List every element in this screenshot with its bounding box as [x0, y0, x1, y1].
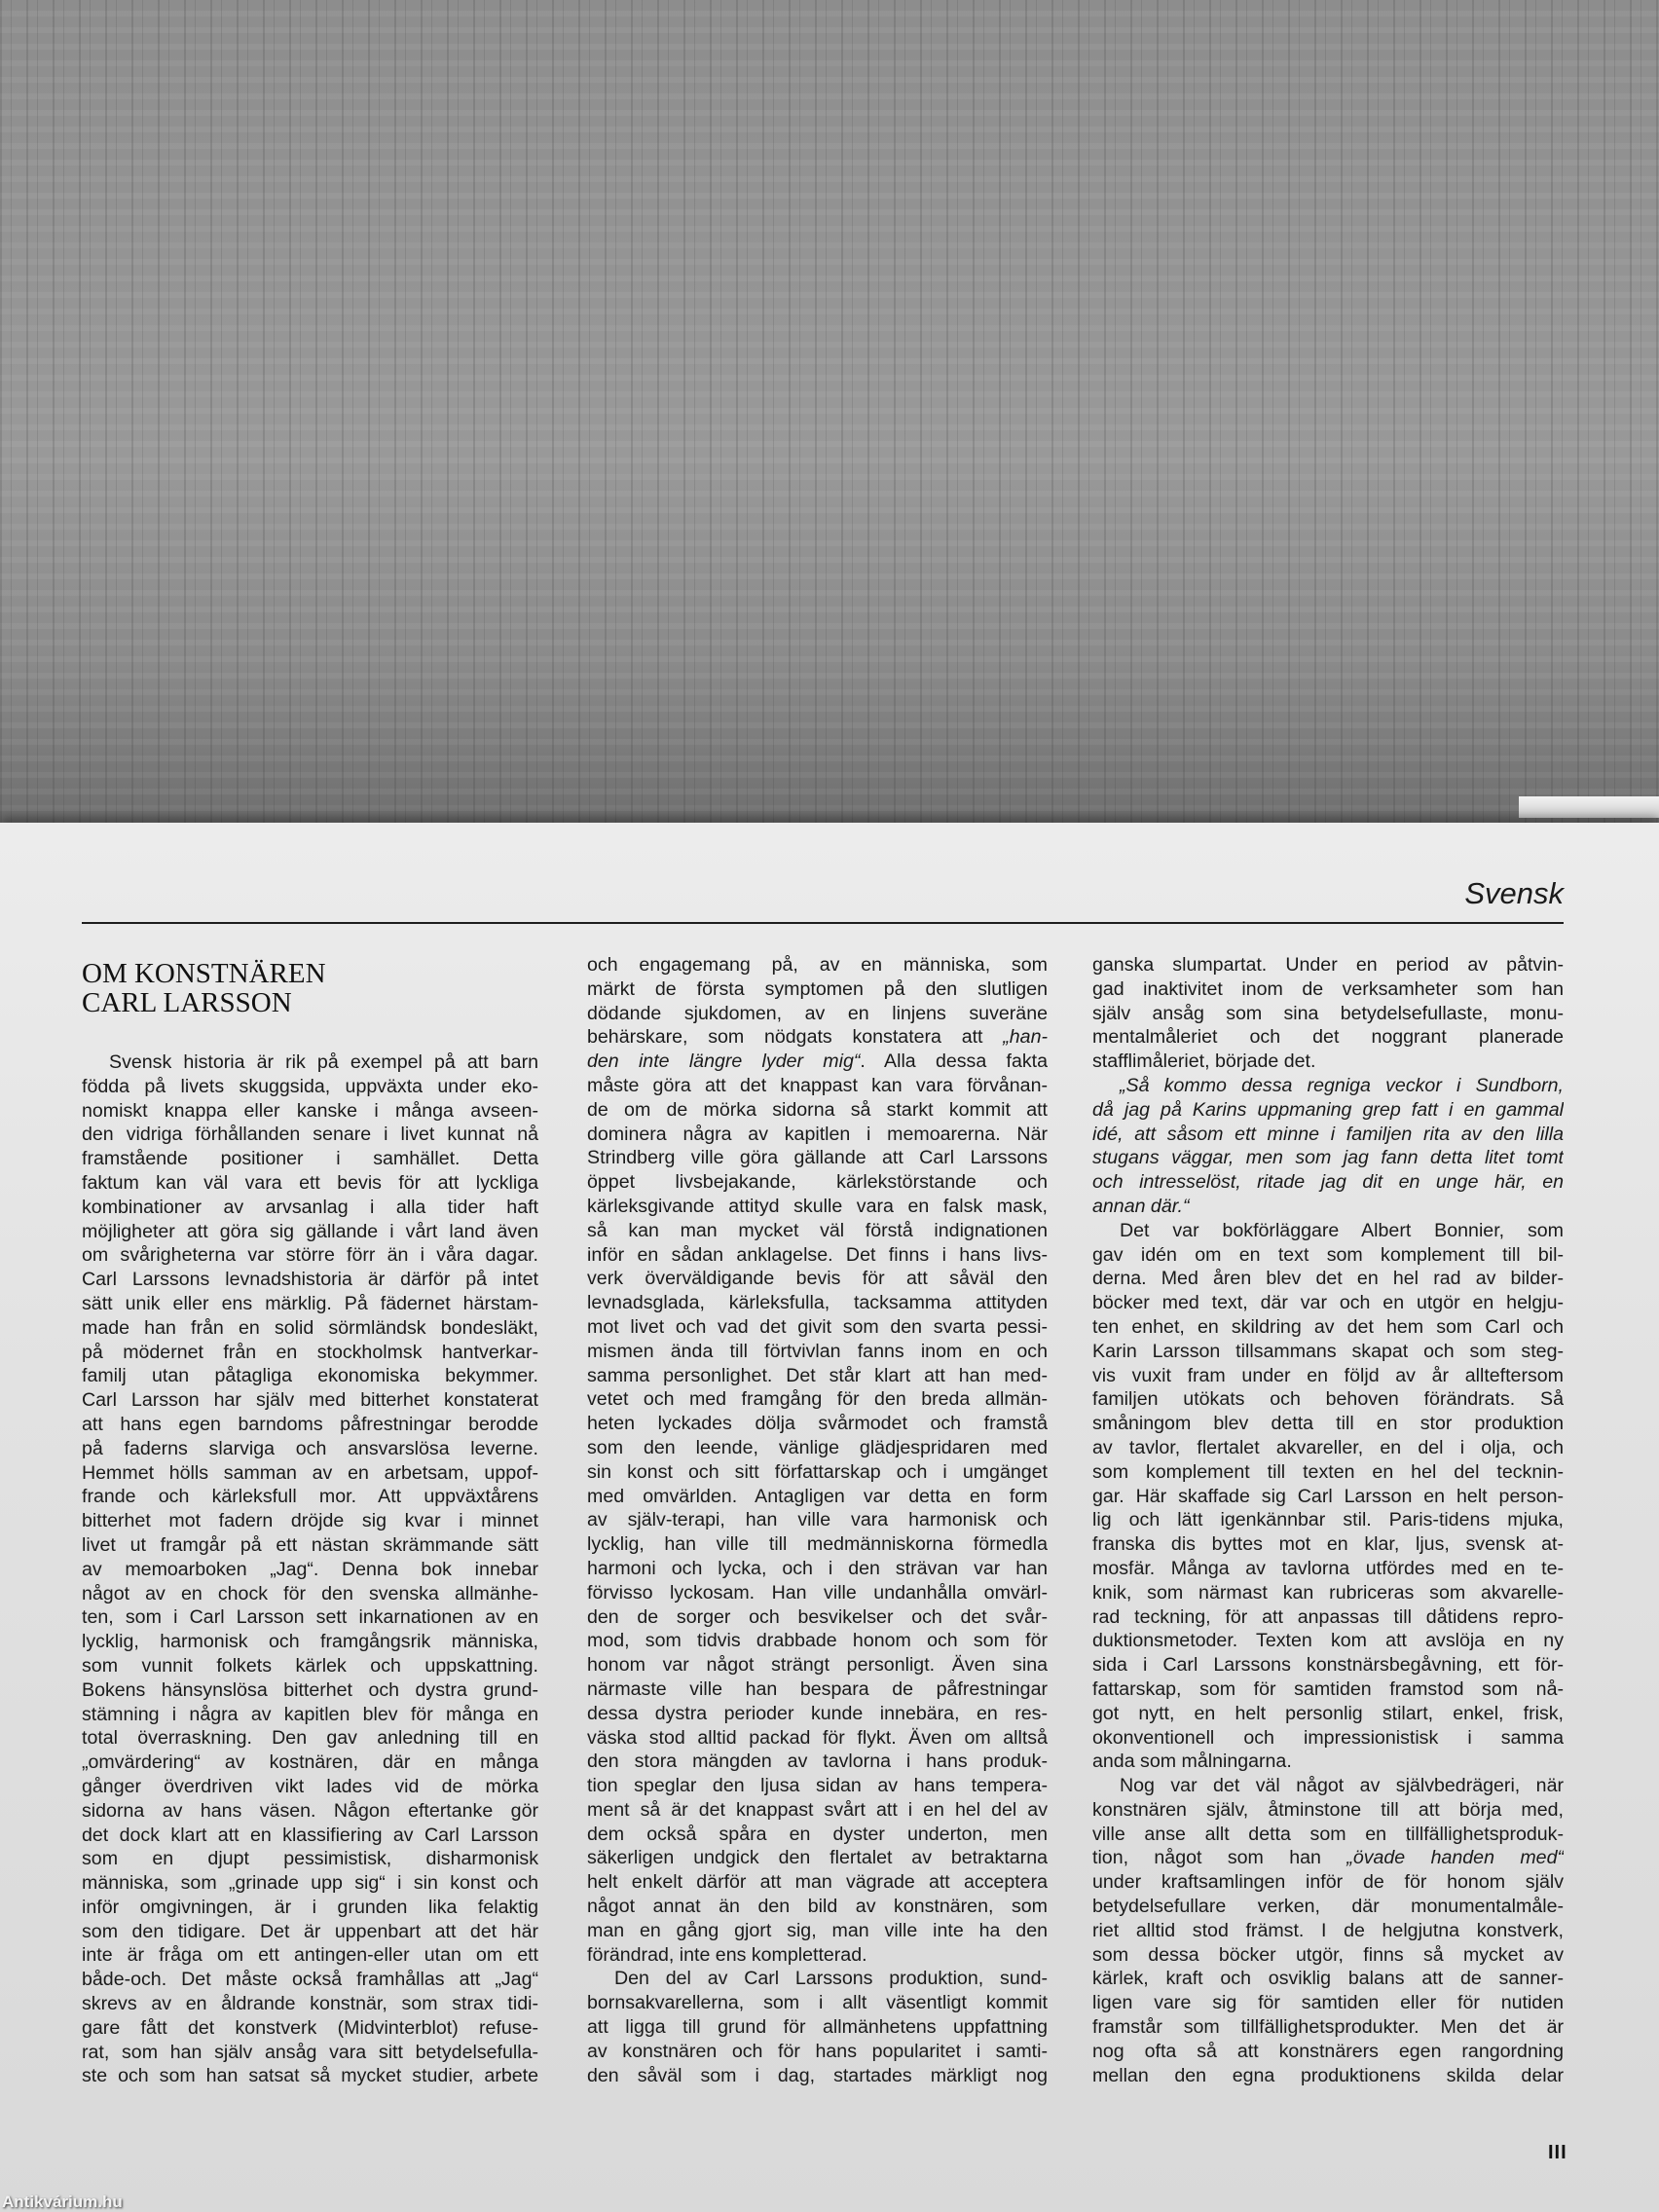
text-line: Hemmet hölls samman av en arbetsam, uppof-: [82, 1461, 538, 1484]
text-line: födda på livets skuggsida, uppväxta under eko-: [82, 1075, 538, 1097]
text-line: öppet livsbejakande, kärlekstörstande och: [587, 1171, 1048, 1194]
text-line: rad teckning, för att anpassas till dåtidens repro-: [1092, 1605, 1564, 1628]
text-line: dessa dystra perioder kunde innebära, en res-: [587, 1702, 1048, 1724]
text-line: böcker med text, där var och en utgör en helgju-: [1092, 1292, 1564, 1314]
italic-quote: den inte längre lyder mig“: [587, 1051, 861, 1073]
text-line: sätt unik eller ens märklig. På fädernet härstam-: [82, 1292, 538, 1314]
text-line: dem också spåra en dyster underton, men: [587, 1823, 1048, 1845]
paragraph: [1092, 1774, 1564, 2087]
text-line: stämning i några av kapitlen blev för många en: [82, 1703, 538, 1725]
italic-quote: „han-: [1003, 1026, 1048, 1049]
text-line: got nytt, en helt personlig stilart, enkel, frisk,: [1092, 1702, 1564, 1724]
text-line: mod, som tidvis drabbade honom och som för: [587, 1630, 1048, 1652]
text-line: då jag på Karins uppmaning grep fatt i en gammal: [1092, 1098, 1564, 1121]
paragraph: [587, 953, 1048, 1967]
paragraph: [587, 1967, 1048, 2087]
wooden-table-background: [0, 0, 1659, 828]
section-label: Svensk: [1464, 876, 1564, 910]
text-line: framstår som tillfällighetsprodukter. Men det är: [1092, 2016, 1564, 2039]
text-line: gar. Här skaffade sig Carl Larsson en helt person-: [1092, 1485, 1564, 1507]
text-line: måste göra att det knappast kan vara förvånan-: [587, 1074, 1048, 1096]
text-line: så kan man mycket väl förstå indignationen: [587, 1219, 1048, 1241]
text-line: mosfär. Många av tavlorna utfördes med en te-: [1092, 1557, 1564, 1579]
text-column-2: [587, 953, 1048, 2087]
text-line: gav idén om en text som komplement till bil-: [1092, 1243, 1564, 1266]
text-line: gad inaktivitet inom de verksamheter som han: [1092, 977, 1564, 1000]
text-line: gare fått det konstverk (Midvinterblot) refuse-: [82, 2016, 538, 2039]
text-line: inte är fråga om ett antingen-eller utan om ett: [82, 1944, 538, 1967]
text-line: samma personlighet. Det står klart att han med-: [587, 1364, 1048, 1386]
paragraph: [82, 1051, 538, 2088]
text-line: den stora mängden av tavlorna i hans produk-: [587, 1751, 1048, 1773]
text-line: harmoni och lycka, och i den strävan var han: [587, 1557, 1048, 1579]
text-line: på mödernet från en stockholmsk hantverkar-: [82, 1341, 538, 1363]
text-line: säkerligen undgick den flertalet av betraktarna: [587, 1847, 1048, 1869]
text-line: fattarskap, som för samtiden framstod som nå-: [1092, 1677, 1564, 1700]
text-span: tion, något som han: [1092, 1847, 1347, 1869]
text-line: ligen vare sig för samtiden eller för nutiden: [1092, 1992, 1564, 2014]
text-line: under kraftsamlingen inför de för honom själv: [1092, 1871, 1564, 1894]
text-line: riet alltid stod främst. I de helgjutna konstverk,: [1092, 1919, 1564, 1941]
text-line: dominera några av kapitlen i memoarerna. När: [587, 1123, 1048, 1145]
text-line: Nog var det väl något av självbedrägeri, när: [1120, 1775, 1564, 1797]
text-line: förvisso lyckosam. Han ville undanhålla omvärl-: [587, 1581, 1048, 1604]
text-line: konstnären själv, åtminstone till att börja med,: [1092, 1798, 1564, 1821]
text-line: dödande sjukdomen, av en linjens suveräne: [587, 1002, 1048, 1024]
text-line: mot livet och vad det givit som den svarta pessi-: [587, 1315, 1048, 1338]
text-line: kärleksgivande attityd skulle vara en falsk mask,: [587, 1195, 1048, 1217]
text-column-1: [82, 959, 538, 2088]
text-line: som vunnit folkets kärlek och uppskattning.: [82, 1654, 538, 1677]
text-line: som den tidigare. Det är uppenbart att det här: [82, 1920, 538, 1942]
text-line: det dock klart att en klassifiering av Carl Larsson: [82, 1824, 538, 1846]
text-line: mellan den egna produktionens skilda delar: [1092, 2064, 1564, 2086]
book-page: [0, 823, 1659, 2212]
text-line: och engagemang på, av en människa, som: [587, 954, 1048, 976]
text-line: märkt de första symptomen på den slutligen: [587, 977, 1048, 1000]
text-line: [587, 1050, 1048, 1074]
text-line: både-och. Det måste också framhållas att „Jag“: [82, 1969, 538, 1991]
text-line: rat, som han själv ansåg vara sitt betydelsefulla-: [82, 2041, 538, 2063]
text-line: inför omgivningen, är i grunden lika felaktig: [82, 1896, 538, 1918]
text-line: ganska slumpartat. Under en period av påtvin-: [1092, 954, 1564, 976]
text-line: Strindberg ville göra gällande att Carl Larssons: [587, 1147, 1048, 1169]
text-line: frande och kärleksfull mor. Att uppväxtårens: [82, 1486, 538, 1508]
text-line: inför en sådan anklagelse. Det finns i hans livs-: [587, 1243, 1048, 1266]
text-line: Carl Larsson har själv med bitterhet konstaterat: [82, 1389, 538, 1412]
text-line: Svensk historia är rik på exempel på att barn: [109, 1051, 538, 1073]
text-line: lycklig, harmonisk och framgångsrik människa,: [82, 1631, 538, 1653]
text-line: av memoarboken „Jag“. Denna bok innebar: [82, 1558, 538, 1580]
text-line: med omvärlden. Antagligen var detta en form: [587, 1485, 1048, 1507]
text-line: kärlek, kraft och osviklig balans att de sanner-: [1092, 1968, 1564, 1990]
text-line: levnadsglada, kärleksfulla, tacksamma attityden: [587, 1292, 1048, 1314]
text-line: den vidriga förhållanden senare i livet kunnat nå: [82, 1124, 538, 1146]
quote-paragraph: [1092, 1074, 1564, 1219]
text-line: faktum kan väl vara ett bevis för att lyckliga: [82, 1171, 538, 1194]
text-line: Carl Larssons levnadshistoria är därför på intet: [82, 1269, 538, 1291]
text-line: vetet och med framgång för den breda allmän-: [587, 1388, 1048, 1411]
text-line: av konstnären och för hans popularitet i samti-: [587, 2040, 1048, 2062]
text-line: de om de mörka sidorna så starkt kommit att: [587, 1098, 1048, 1121]
text-line: något av en chock för den svenska allmänhe-: [82, 1582, 538, 1604]
text-line: verk överväldigande bevis för att såväl den: [587, 1268, 1048, 1290]
text-line: lig och lätt igenkännbar stil. Paris-tidens mjuka,: [1092, 1509, 1564, 1531]
text-line: familjen utökats och behoven förändrats. Så: [1092, 1388, 1564, 1411]
article-title: [82, 959, 538, 1017]
text-line: sidorna av hans väsen. Någon eftertanke gör: [82, 1799, 538, 1822]
text-line: människa, som „grinade upp sig“ i sin konst och: [82, 1872, 538, 1895]
text-line: duktionsmetoder. Texten kom att avslöja en ny: [1092, 1630, 1564, 1652]
text-line: ste och som han satsat så mycket studier, arbete: [82, 2065, 538, 2087]
text-line: Den del av Carl Larssons produktion, sund-: [614, 1968, 1048, 1990]
italic-quote: „övade handen med“: [1346, 1847, 1564, 1869]
text-line: bitterhet mot fadern dröjde sig kvar i minnet: [82, 1510, 538, 1532]
text-line: sin konst och sitt författarskap och i umgänget: [587, 1460, 1048, 1483]
text-line: honom var något strängt personligt. Även sina: [587, 1654, 1048, 1677]
text-line: man en gång gjort sig, man ville inte ha den: [587, 1919, 1048, 1941]
text-line: franska dis byttes mot en klar, ljus, svensk at-: [1092, 1533, 1564, 1556]
text-line: derna. Med åren blev det en hel rad av bilder-: [1092, 1268, 1564, 1290]
text-line: den såväl som i dag, startades märkligt nog: [587, 2064, 1048, 2086]
paragraph: [1092, 1219, 1564, 1774]
text-line: ville anse allt detta som en tillfällighetsproduk-: [1092, 1823, 1564, 1845]
text-line: „Så kommo dessa regniga veckor i Sundborn,: [1120, 1074, 1564, 1096]
text-line: anda som målningarna.: [1092, 1751, 1292, 1773]
text-line: av själv-terapi, han ville vara harmonisk och: [587, 1509, 1048, 1531]
text-line: stugans väggar, men som jag fann detta litet tomt: [1092, 1147, 1564, 1169]
text-column-3: [1092, 953, 1564, 2087]
page-stack-edge: [1519, 796, 1659, 818]
paragraph: [1092, 953, 1564, 1074]
text-line: Karin Larsson tillsammans skapat och som steg-: [1092, 1340, 1564, 1362]
text-line: att ligga till grund för allmänhetens uppfattning: [587, 2016, 1048, 2039]
text-line: sida i Carl Larssons konstnärsbegåvning, ett för-: [1092, 1654, 1564, 1677]
text-line: om svårigheterna var större förr än i våra dagar.: [82, 1244, 538, 1267]
text-line: idé, att såsom ett minne i familjen rita av den lilla: [1092, 1123, 1564, 1145]
text-line: ment så är det knappast svårt att i en hel del av: [587, 1798, 1048, 1821]
text-line: [1092, 1846, 1564, 1870]
text-span: behärskare, som nödgats konstatera att: [587, 1026, 1004, 1049]
text-line: Bokens hänsynslösa bitterhet och dystra grund-: [82, 1678, 538, 1701]
text-line: och intresselöst, ritade jag dit en unge här, en: [1092, 1171, 1564, 1194]
text-line: livet ut framgår på ett nästan skrämmande sätt: [82, 1533, 538, 1556]
text-line: tion speglar den ljusa sidan av hans tempera-: [587, 1775, 1048, 1797]
text-line: något annat än den bild av konstnären, som: [587, 1896, 1048, 1918]
text-line: familj utan påtagliga ekonomiska bekymmer.: [82, 1365, 538, 1387]
text-line: att hans egen barndoms påfrestningar berodde: [82, 1413, 538, 1435]
article-title-line: OM KONSTNÄREN: [82, 958, 326, 989]
page-number: III: [1548, 2142, 1567, 2163]
text-line: nog ofta så att konstnärers egen rangordning: [1092, 2040, 1564, 2062]
text-line: annan där.“: [1092, 1195, 1190, 1217]
text-line: som komplement till texten en hel del tecknin-: [1092, 1460, 1564, 1483]
text-line: framstående positioner i samhället. Detta: [82, 1148, 538, 1170]
text-line: som den leende, vänlige glädjespridaren med: [587, 1436, 1048, 1458]
text-line: vis vuxit fram under en följd av år allteftersom: [1092, 1364, 1564, 1386]
text-line: själv ansåg som sina betydelsefullaste, monu-: [1092, 1002, 1564, 1024]
text-line: stafflimåleriet, började det.: [1092, 1051, 1316, 1073]
text-line: helt enkelt därför att man vägrade att acceptera: [587, 1871, 1048, 1894]
text-line: heten lyckades dölja svårmodet och framstå: [587, 1413, 1048, 1435]
text-line: bornsakvarellerna, som i allt väsentligt kommit: [587, 1992, 1048, 2014]
text-line: ten enhet, en skildring av det hem som Carl och: [1092, 1315, 1564, 1338]
text-line: total överraskning. Den gav anledning till en: [82, 1727, 538, 1750]
text-line: nomiskt knappa eller kanske i många avseen-: [82, 1099, 538, 1122]
header-rule: [82, 922, 1564, 924]
article-title-line: CARL LARSSON: [82, 987, 292, 1018]
text-line: [587, 1025, 1048, 1050]
text-line: kombinationer av arvsanlag i alla tider haft: [82, 1196, 538, 1218]
text-line: knik, som närmast kan rubriceras som akvarelle-: [1092, 1581, 1564, 1604]
text-line: ten, som i Carl Larsson sett inkarnationen av en: [82, 1606, 538, 1629]
text-line: den de sorger och besvikelser och det svår-: [587, 1605, 1048, 1628]
text-line: lycklig, han ville till medmänniskorna förmedla: [587, 1533, 1048, 1556]
text-line: made han från en solid sörmländsk bondesläkt,: [82, 1316, 538, 1339]
text-line: okonventionell och impressionistisk i samma: [1092, 1726, 1564, 1749]
text-line: gånger överdriven vikt lades vid de mörka: [82, 1775, 538, 1797]
text-line: som en djupt pessimistisk, disharmonisk: [82, 1848, 538, 1870]
text-line: möjligheter att göra sig gällande i vårt land även: [82, 1220, 538, 1242]
text-line: Det var bokförläggare Albert Bonnier, som: [1120, 1219, 1564, 1241]
text-line: närmaste ville han bespara de påfrestningar: [587, 1677, 1048, 1700]
text-span: . Alla dessa fakta: [860, 1051, 1048, 1073]
text-line: „omvärdering“ av kostnären, där en många: [82, 1751, 538, 1774]
text-line: skrevs av en åldrande konstnär, som strax tidi-: [82, 1993, 538, 2015]
text-line: som dessa böcker utgör, finns så mycket av: [1092, 1943, 1564, 1966]
text-line: på faderns slarviga och ansvarslösa leverne.: [82, 1437, 538, 1459]
text-line: mismen ända till förtvivlan fanns inom en och: [587, 1340, 1048, 1362]
text-line: mentalmåleriet och det noggrant planerade: [1092, 1026, 1564, 1049]
text-line: av tavlor, flertalet akvareller, en del i olja, och: [1092, 1436, 1564, 1458]
text-line: förändrad, inte ens kompletterad.: [587, 1943, 867, 1966]
text-line: betydelsefullare verken, där monumentalmåle-: [1092, 1896, 1564, 1918]
text-line: småningom blev detta till en stor produktion: [1092, 1413, 1564, 1435]
text-line: väska stod alltid packad för flykt. Även om alltså: [587, 1726, 1048, 1749]
watermark-logo: Antikvárium.hu: [2, 2193, 123, 2211]
